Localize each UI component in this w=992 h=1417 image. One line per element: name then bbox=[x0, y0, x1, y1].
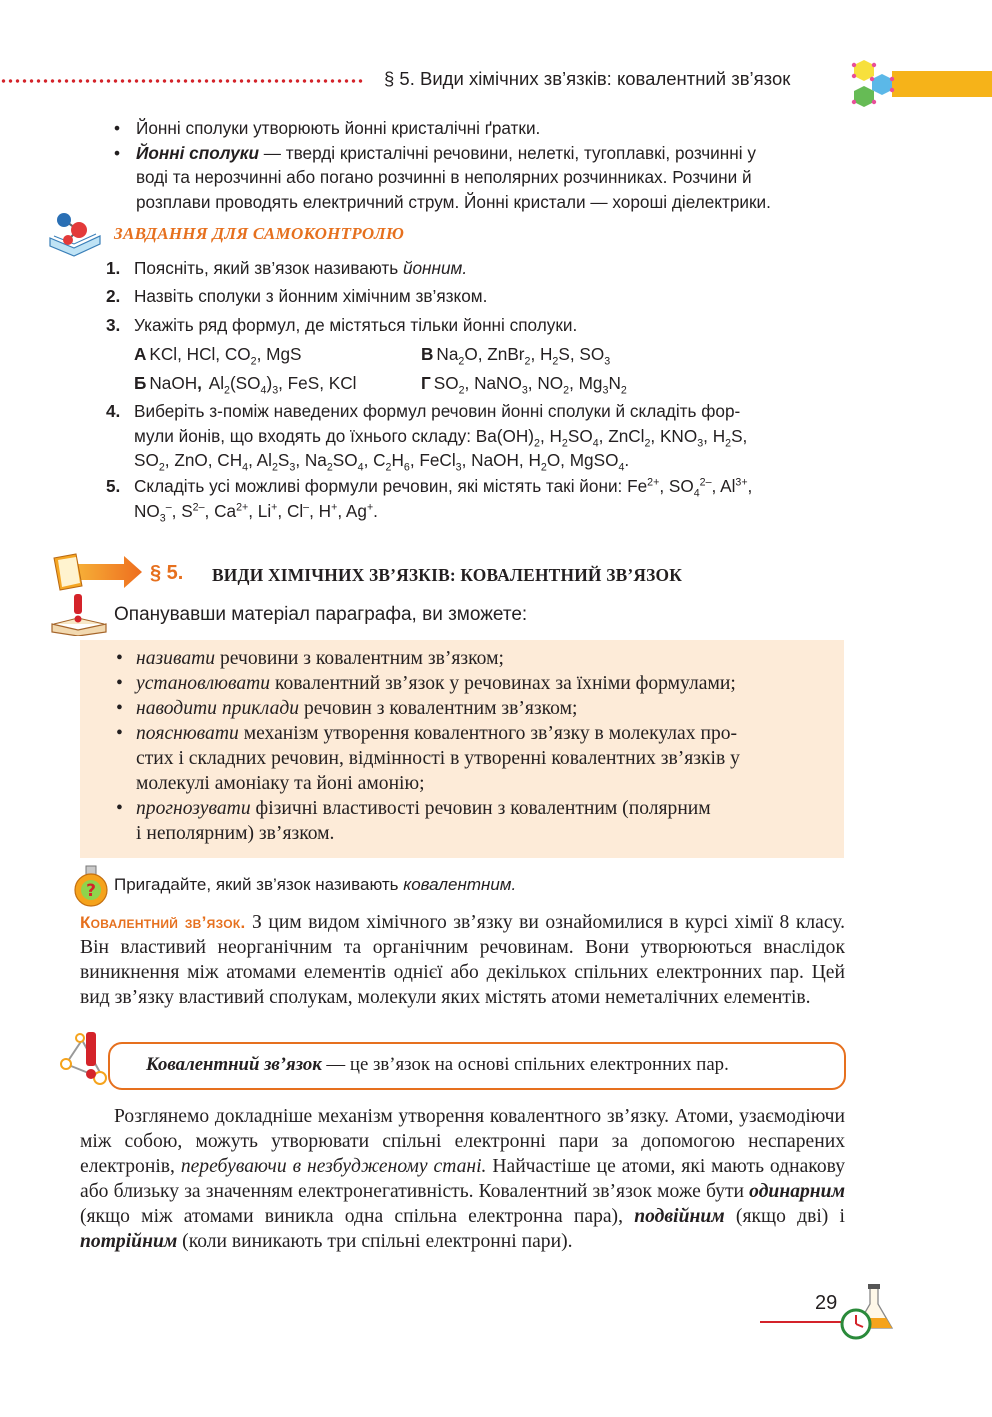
option-letter: А bbox=[134, 344, 147, 364]
bond-type-single: одинарним bbox=[749, 1181, 845, 1202]
bullet-term: Йонні сполуки bbox=[136, 142, 259, 163]
running-header-title: § 5. Види хімічних зв’язків: ковалентний зв’язок bbox=[384, 68, 791, 89]
option-v: В $Na_2O$, ZnBr$_2$, $H_2S$, $SO_3$ bbox=[421, 344, 611, 368]
svg-text:?: ? bbox=[86, 881, 96, 901]
section-title: ВИДИ ХІМІЧНИХ ЗВ’ЯЗКІВ: КОВАЛЕНТНИЙ ЗВ’ЯЗОК bbox=[212, 565, 683, 585]
question-4: 4. Виберіть з-поміж наведених формул речовин йонні сполуки й складіть фор- мули йонів, що входять до їхнього складу: $Ba(OH)_2$, $H_2SO_4$, ZnCl$_2$, $KNO_3$, $H_2S$, $SO_2$, ZnO, $CH_4$, $Al_2S_3$, $Na_2SO_4$, $C_2H_6$, FeCl$_3$, NaOH, $H_2O$, MgSO$_4$. bbox=[106, 401, 748, 474]
ionic-compounds-bullets bbox=[110, 116, 850, 214]
section-number: § 5. bbox=[150, 562, 184, 584]
question-text: Назвіть сполуки з йонним хімічним зв’язком. bbox=[134, 286, 488, 306]
goal-verb: називати bbox=[136, 648, 216, 669]
bullet-text: розплави проводять електричний струм. Йонні кристали — хороші діелектрики. bbox=[136, 191, 771, 212]
question-3 bbox=[106, 313, 577, 338]
remember-prompt bbox=[114, 875, 516, 895]
exclamation-molecule-icon bbox=[56, 1026, 116, 1090]
arrow-book-icon bbox=[52, 550, 144, 594]
question-flask-icon bbox=[70, 864, 112, 908]
question-emphasis: йонним. bbox=[402, 258, 468, 278]
goal-verb: установлювати bbox=[136, 673, 271, 694]
bond-type-double: подвійним bbox=[634, 1206, 725, 1227]
hexagon-molecule-icon bbox=[842, 56, 898, 112]
goal-text: речовини з ковалентним зв’язком; bbox=[215, 648, 504, 669]
question-text: Укажіть ряд формул, де містяться тільки йонні сполуки. bbox=[134, 315, 578, 335]
paragraph-text: (якщо між атомами виникла одна спільна електронна пара), bbox=[80, 1206, 635, 1227]
goal-text: стих і складних речовин, відмінності в утворенні ковалентних зв’язків у bbox=[136, 748, 740, 769]
option-letter: В bbox=[421, 344, 434, 364]
goal-verb: наводити приклади bbox=[136, 698, 300, 719]
question-number: 4. bbox=[106, 401, 121, 421]
definition-body: — це зв’язок на основі спільних електронних пар. bbox=[321, 1054, 729, 1075]
paragraph-text: Найчастіше це атоми, які мають однакову або близьку за значенням електронегативність. Ковалентний зв’язок може бути bbox=[80, 1156, 846, 1202]
goal-text: молекулі амоніаку та йоні амонію; bbox=[136, 773, 425, 794]
self-control-title: ЗАВДАННЯ ДЛЯ САМОКОНТРОЛЮ bbox=[114, 224, 405, 243]
list-item: • наводити приклади речовин з ковалентним зв’язком; bbox=[116, 698, 578, 719]
goal-text: ковалентний зв’язок у речовинах за їхніми формулами; bbox=[270, 673, 736, 694]
goal-text: фізичні властивості речовин з ковалентним (полярним bbox=[250, 798, 711, 819]
list-item: • прогнозувати фізичні властивості речовин з ковалентним (полярним і неполярним) зв’язком. bbox=[116, 798, 711, 844]
goal-text: і неполярним) зв’язком. bbox=[136, 823, 335, 844]
question-1 bbox=[106, 256, 467, 281]
question-5: 5. Складіть усі можливі формули речовин, які містять такі йони: $Fe^{2+}$, $SO_4^{2-}$, $Al^{3+}$, $NO_3^-$, $S^{2-}$, $Ca^{2+}$, Li+, Cl–, H+, Ag+. bbox=[106, 476, 753, 525]
bullet-text: Йонні сполуки утворюють йонні кристалічні ґратки. bbox=[136, 118, 541, 138]
remember-emphasis: ковалентним. bbox=[403, 875, 517, 894]
list-item: • називати речовини з ковалентним зв’язком; bbox=[116, 648, 504, 669]
remember-text: Пригадайте, який зв’язок називають bbox=[114, 875, 404, 894]
bullet-text: воді та нерозчинні або погано розчинні в неполярних розчинниках. Розчини й bbox=[136, 167, 752, 188]
question-text: Складіть усі можливі формули речовин, які містять такі йони: bbox=[134, 476, 628, 496]
molecule-book-icon bbox=[46, 208, 104, 258]
goal-verb: пояснювати bbox=[136, 723, 239, 744]
question-text: мули йонів, що входять до їхнього складу: bbox=[134, 425, 476, 446]
page-number: 29 bbox=[815, 1292, 838, 1314]
question-number: 5. bbox=[106, 476, 121, 496]
option-g: Г $SO_2$, NaNO$_3$, $NO_2$, $Mg_3N_2$ bbox=[421, 373, 627, 397]
question-number: 1. bbox=[106, 258, 121, 278]
question-number: 2. bbox=[106, 286, 121, 306]
goal-text: речовин з ковалентним зв’язком; bbox=[299, 698, 578, 719]
bond-type-triple: потрійним bbox=[80, 1231, 178, 1252]
mechanism-paragraph bbox=[80, 1104, 845, 1254]
definition-text bbox=[146, 1054, 729, 1076]
covalent-intro-paragraph bbox=[80, 910, 845, 1010]
question-text: Виберіть з-поміж наведених формул речовин йонні сполуки й складіть фор- bbox=[134, 401, 741, 421]
bullet-text: — тверді кристалічні речовини, нелеткі, тугоплавкі, розчинні у bbox=[258, 142, 756, 163]
definition-term: Ковалентний зв’язок bbox=[146, 1054, 322, 1075]
paragraph-lead: Ковалентний зв’язок. bbox=[80, 913, 246, 932]
learning-goals-list bbox=[114, 646, 836, 846]
paragraph-text: Розглянемо докладніше механізм утворення ковалентного зв’язку. Атоми, узаємодіючи між собою, можуть утворювати спільні електронні пари за допомогою неспарених електронів, bbox=[80, 1106, 845, 1177]
goal-verb: прогнозувати bbox=[136, 798, 251, 819]
paragraph-text: (коли виникають три спільні електронні пари). bbox=[177, 1231, 573, 1252]
list-item: • установлювати ковалентний зв’язок у речовинах за їхніми формулами; bbox=[116, 673, 736, 694]
goal-text: механізм утворення ковалентного зв’язку в молекулах про- bbox=[238, 723, 738, 744]
question-2 bbox=[106, 284, 487, 309]
option-letter: Б bbox=[134, 373, 147, 393]
question-text: Поясніть, який зв’язок називають bbox=[134, 258, 403, 278]
list-item: • Йонні сполуки утворюють йонні кристалічні ґратки. bbox=[114, 118, 541, 138]
question-number: 3. bbox=[106, 315, 121, 335]
paragraph-text: (якщо дві) і bbox=[724, 1206, 845, 1227]
section-intro: Опанувавши матеріал параграфа, ви зможете: bbox=[114, 604, 528, 625]
option-a: А KCl, HCl, $CO_2$, MgS bbox=[134, 344, 302, 368]
option-b: Б NaOH, $Al_2(SO_4)_3$, FeS, KCl bbox=[134, 373, 357, 397]
flask-clock-icon bbox=[836, 1282, 898, 1344]
header-accent-bar bbox=[892, 71, 992, 97]
paragraph-text: З цим видом хімічного зв’язку ви ознайомилися в курсі хімії 8 класу. Він властивий неорганічним та органічним речовинам. Вони утворюються внаслідок виникнення між атомами елементів однієї або декількох спільних електронних пар. Цей вид зв’язку властивий сполукам, молекули яких містять атоми неметалічних елементів. bbox=[80, 912, 845, 1008]
list-item: • пояснювати механізм утворення ковалентного зв’язку в молекулах про- стих і складних речовин, відмінності в утворенні ковалентних зв’язків у молекулі амоніаку та йоні амонію; bbox=[116, 723, 740, 794]
option-letter: Г bbox=[421, 373, 431, 393]
paragraph-emphasis: перебуваючи в незбудженому стані. bbox=[180, 1156, 487, 1177]
list-item: • Йонні сполуки — тверді кристалічні речовини, нелеткі, тугоплавкі, розчинні у воді та нерозчинні або погано розчинні в неполярних розчинниках. Розчини й розплави проводять електричний струм. Йонні кристали — хороші діелектрики. bbox=[114, 142, 771, 212]
header-dotted-line bbox=[0, 78, 365, 84]
exclamation-book-icon bbox=[50, 594, 108, 636]
